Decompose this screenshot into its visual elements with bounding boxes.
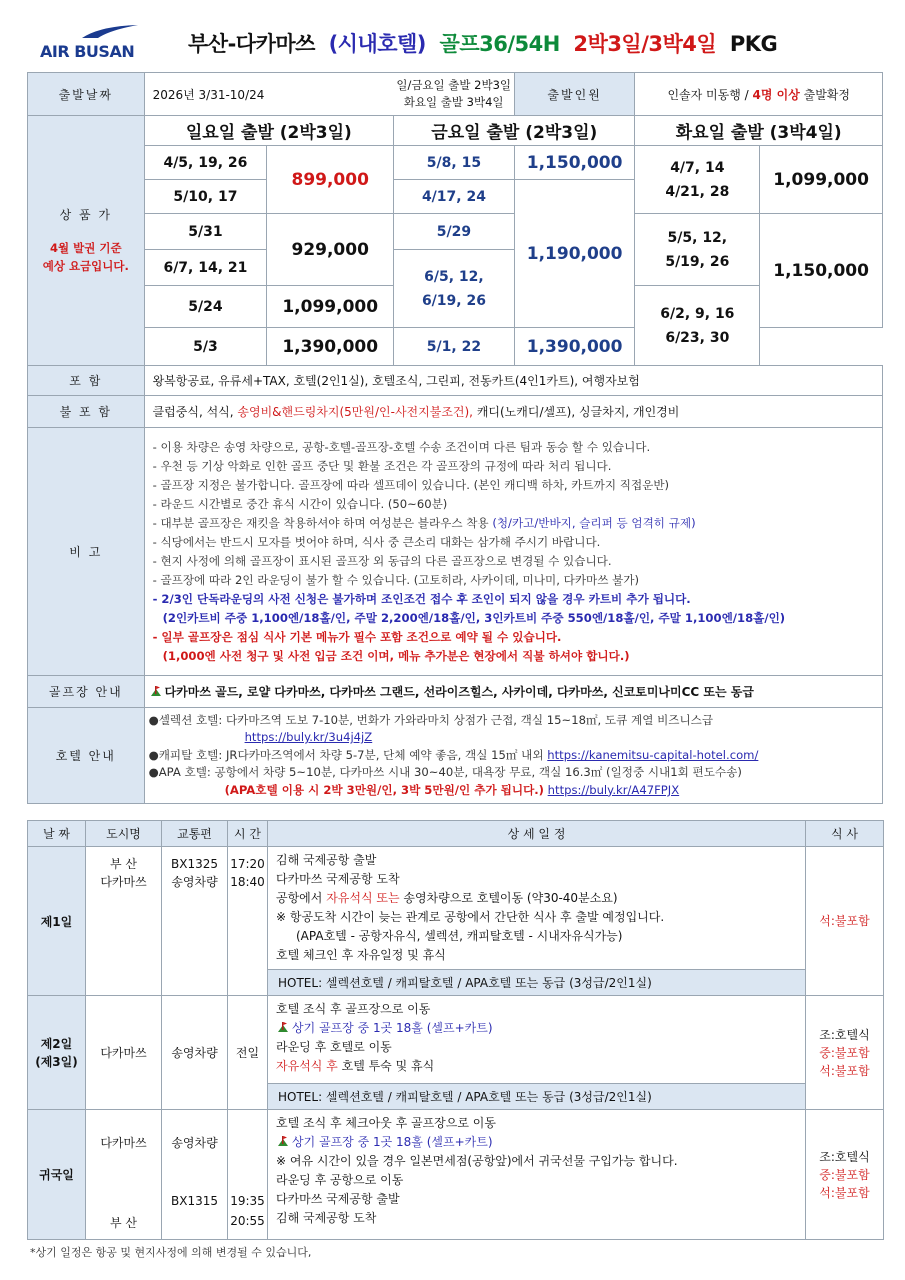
fri-dates: 6/5, 12, 6/19, 26	[394, 250, 515, 328]
golf-icon	[149, 685, 163, 697]
title-golf: 골프36/54H	[439, 32, 560, 56]
day2-city: 다카마쓰	[86, 996, 162, 1110]
hotel-capital-link[interactable]: https://kanemitsu-capital-hotel.com/	[547, 747, 759, 762]
hotel-apa-surcharge: (APA호텔 이용 시 2박 3만원/인, 3박 5만원/인 추가 됩니다.)	[224, 782, 544, 797]
sun-dates: 5/24	[144, 286, 267, 328]
day1-transport: BX1325 송영차량	[162, 847, 228, 996]
sun-price: 1,390,000	[267, 328, 394, 366]
hotel-selection-link[interactable]: https://buly.kr/3u4j4jZ	[244, 730, 373, 745]
exclude-value: 클럽중식, 석식, 송영비&핸드링차지(5만원/인-사전지불조건), 캐디(노캐디/셀프), 싱글차지, 개인경비	[144, 396, 882, 428]
remark-line: - 현지 사정에 의해 골프장이 표시된 골프장 외 동급의 다른 골프장으로 변경될 수 있습니다.	[152, 553, 612, 568]
price-note-2: 예상 요금입니다.	[42, 259, 129, 273]
sun-dates: 4/5, 19, 26	[144, 146, 267, 180]
col-detail: 상 세 일 정	[268, 821, 806, 847]
day3-detail: 호텔 조식 후 체크아웃 후 골프장으로 이동 상기 골프장 중 1곳 18홀 (셀프+카트) ※ 여유 시간이 있을 경우 일본면세점(공항앞)에서 귀국선물 구입가능 합니다. 라운딩 후 공항으로 이동 다카마쓰 국제공항 출발 김해 국제공항 도착	[268, 1110, 806, 1240]
departure-value: 2026년 3/31-10/24	[144, 73, 394, 116]
day3-label: 귀국일	[28, 1110, 86, 1240]
schedule-table	[27, 820, 884, 1240]
exclude-label: 불 포 함	[28, 396, 145, 428]
day2-meal: 조:호텔식 중:불포함 석:불포함	[806, 996, 884, 1110]
title-pkg: PKG	[729, 32, 778, 56]
day3-transport: 송영차량 BX1315	[162, 1110, 228, 1240]
title-duration: 2박3일/3박4일	[573, 32, 717, 56]
sun-dates: 5/31	[144, 214, 267, 250]
fri-dates: 4/17, 24	[394, 180, 515, 214]
sun-price: 899,000	[267, 146, 394, 214]
price-label: 상 품 가	[59, 208, 112, 222]
day1-hotel: HOTEL: 셀렉션호텔 / 캐피탈호텔 / APA호텔 또는 동급 (3성급/2인1실)	[268, 970, 806, 996]
include-value: 왕복항공료, 유류세+TAX, 호텔(2인1실), 호텔조식, 그린피, 전동카트(4인1카트), 여행자보험	[144, 366, 882, 396]
col-transport: 교통편	[162, 821, 228, 847]
col-meal: 식 사	[806, 821, 884, 847]
tue-price: 1,150,000	[760, 214, 883, 328]
remarks-label: 비 고	[28, 428, 145, 676]
col-city: 도시명	[86, 821, 162, 847]
departure-days: 일/금요일 출발 2박3일 화요일 출발 3박4일	[394, 73, 515, 116]
departure-label: 출발날짜	[28, 73, 145, 116]
day3-city: 다카마쓰 부 산	[86, 1110, 162, 1240]
col-tuesday-header: 화요일 출발 (3박4일)	[635, 116, 883, 146]
tue-dates: 6/2, 9, 16 6/23, 30	[635, 286, 760, 366]
golf-value: 다카마쓰 골드, 로얄 다카마쓰, 다카마쓰 그랜드, 선라이즈힐스, 사카이데, 다카마쓰, 신코토미나미CC 또는 동급	[144, 676, 882, 708]
tue-dates: 4/7, 14 4/21, 28	[635, 146, 760, 214]
fri-dates: 5/29	[394, 214, 515, 250]
info-table	[27, 72, 883, 804]
day2-transport: 송영차량	[162, 996, 228, 1110]
day2-label: 제2일 (제3일)	[28, 996, 86, 1110]
fri-dates: 5/1, 22	[394, 328, 515, 366]
air-busan-logo	[40, 24, 140, 64]
day2-hotel: HOTEL: 셀렉션호텔 / 캐피탈호텔 / APA호텔 또는 동급 (3성급/2인1실)	[268, 1084, 806, 1110]
sun-dates: 5/10, 17	[144, 180, 267, 214]
people-value: 인솔자 미동행 / 4명 이상 출발확정	[635, 73, 883, 116]
day1-detail: 김해 국제공항 출발 다카마쓰 국제공항 도착 공항에서 자유석식 또는 송영차량으로 호텔이동 (약30-40분소요) ※ 항공도착 시간이 늦는 관계로 공항에서 간단한 식사 후 출발 예정입니다. (APA호텔 - 공항자유식, 셀렉션, 캐피탈호텔 - 시내자유식가능) 호텔 체크인 후 자유일정 및 휴식	[268, 847, 806, 970]
remark-line: - 골프장 지정은 불가합니다. 골프장에 따라 셀프데이 있습니다. (본인 캐디백 하차, 카트까지 직접운반)	[152, 477, 670, 492]
people-label: 출발인원	[514, 73, 635, 116]
sun-price: 929,000	[267, 214, 394, 286]
remark-line: - 이용 차량은 송영 차량으로, 공항-호텔-골프장-호텔 수송 조건이며 다른 팀과 동승 할 수 있습니다.	[152, 439, 651, 454]
golf-icon	[276, 1135, 290, 1147]
day3-meal: 조:호텔식 중:불포함 석:불포함	[806, 1110, 884, 1240]
day1-city: 부 산 다카마쓰	[86, 847, 162, 996]
page-title	[188, 28, 777, 58]
price-label-cell	[28, 116, 145, 366]
tue-dates: 5/5, 12, 5/19, 26	[635, 214, 760, 286]
fri-price: 1,150,000	[514, 146, 635, 180]
hotel-capital: ●캐피탈 호텔: JR다카마즈역에서 차량 5-7분, 단체 예약 좋음, 객실 15㎡ 내외 https://kanemitsu-capital-hotel.com/	[148, 747, 759, 762]
hotel-apa-link[interactable]: https://buly.kr/A47FPJX	[547, 782, 680, 797]
price-note-1: 4월 발권 기준	[50, 241, 122, 255]
remarks-list	[144, 428, 882, 676]
col-friday-header: 금요일 출발 (2박3일)	[394, 116, 635, 146]
col-date: 날 짜	[28, 821, 86, 847]
day3-time: 19:35 20:55	[228, 1110, 268, 1240]
day1-time: 17:20 18:40	[228, 847, 268, 996]
day2-time: 전일	[228, 996, 268, 1110]
col-sunday-header: 일요일 출발 (2박3일)	[144, 116, 394, 146]
remark-line: - 라운드 시간별로 중간 휴식 시간이 있습니다. (50~60분)	[152, 496, 448, 511]
fri-dates: 5/8, 15	[394, 146, 515, 180]
hotel-label: 호텔 안내	[28, 708, 145, 804]
title-route: 부산-다카마쓰	[188, 32, 315, 56]
remark-line-lunch: - 일부 골프장은 점심 식사 기본 메뉴가 필수 포함 조건으로 예약 될 수 있습니다.	[152, 629, 562, 644]
remark-line: - 우천 등 기상 악화로 인한 골프 중단 및 환불 조건은 각 골프장의 규정에 따라 처리 됩니다.	[152, 458, 612, 473]
footnote: *상기 일정은 항공 및 현지사정에 의해 변경될 수 있습니다,	[30, 1246, 312, 1259]
sun-dates: 5/3	[144, 328, 267, 366]
remark-line: - 식당에서는 반드시 모자를 벗어야 하며, 식사 중 큰소리 대화는 삼가해 주시기 바랍니다.	[152, 534, 601, 549]
include-label: 포 함	[28, 366, 145, 396]
golf-icon	[276, 1021, 290, 1033]
golf-label: 골프장 안내	[28, 676, 145, 708]
remark-line-cart-fee: (2인카트비 주중 1,100엔/18홀/인, 주말 2,200엔/18홀/인, 3인카트비 주중 550엔/18홀/인, 주말 1,100엔/18홀/인)	[162, 610, 786, 625]
fri-price: 1,390,000	[514, 328, 635, 366]
sun-dates: 6/7, 14, 21	[144, 250, 267, 286]
day1-meal: 석:불포함	[806, 847, 884, 996]
sun-price: 1,099,000	[267, 286, 394, 328]
day2-detail: 호텔 조식 후 골프장으로 이동 상기 골프장 중 1곳 18홀 (셀프+카트) 라운딩 후 호텔로 이동 자유석식 후 호텔 투숙 및 휴식	[268, 996, 806, 1084]
logo-text: AIR BUSAN	[40, 42, 135, 61]
hotel-list	[144, 708, 882, 804]
wing-logo-icon	[80, 24, 140, 40]
remark-line: - 대부분 골프장은 재킷을 착용하셔야 하며 여성분은 블라우스 착용 (청/카고/반바지, 슬리퍼 등 엄격히 규제)	[152, 515, 696, 530]
header	[30, 18, 875, 70]
day1-label: 제1일	[28, 847, 86, 996]
title-hotel-type: (시내호텔)	[328, 32, 426, 56]
hotel-apa: ●APA 호텔: 공항에서 차량 5~10분, 다카마쓰 시내 30~40분, 대욕장 무료, 객실 16.3㎡ (일정중 시내1회 편도수송)	[148, 765, 742, 780]
hotel-selection: ●셀렉션 호텔: 다카마즈역 도보 7-10분, 번화가 가와라마치 상점가 근접, 객실 15~18㎡, 도큐 계열 비즈니스급	[148, 712, 714, 727]
tue-price: 1,099,000	[760, 146, 883, 214]
fri-price: 1,190,000	[514, 180, 635, 328]
col-time: 시 간	[228, 821, 268, 847]
remark-line-lunch-fee: (1,000엔 사전 청구 및 사전 입금 조건 이며, 메뉴 추가분은 현장에서 직불 하셔야 합니다.)	[162, 648, 630, 663]
remark-line: - 골프장에 따라 2인 라운딩이 불가 할 수 있습니다. (고토히라, 사카이데, 미나미, 다카마쓰 불가)	[152, 572, 640, 587]
remark-line-cart: - 2/3인 단독라운딩의 사전 신청은 불가하며 조인조건 접수 후 조인이 되지 않을 경우 카트비 추가 됩니다.	[152, 591, 691, 606]
